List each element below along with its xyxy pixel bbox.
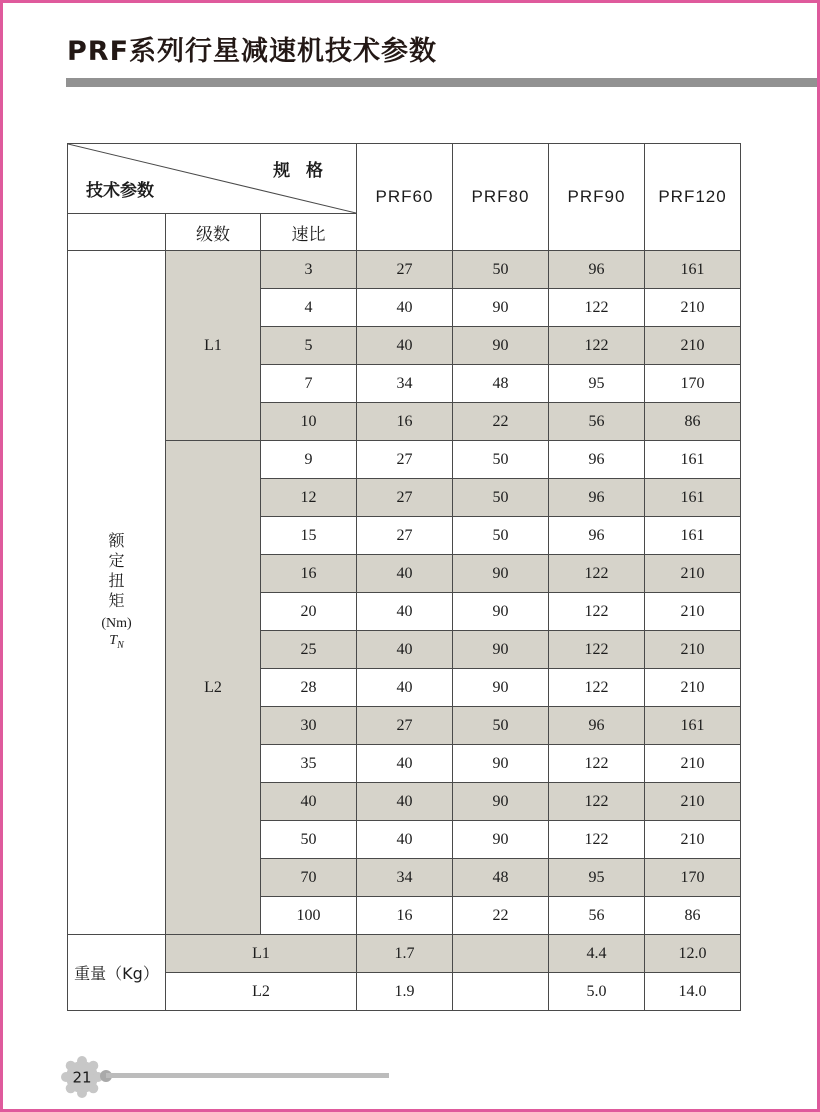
ratio-column-header: 速比 [261,214,357,251]
ratio-cell: 25 [261,631,357,669]
value-cell: 56 [549,897,645,935]
ratio-cell: 40 [261,783,357,821]
value-cell: 27 [357,707,453,745]
ratio-cell: 9 [261,441,357,479]
value-cell: 96 [549,517,645,555]
value-cell: 22 [453,403,549,441]
value-cell: 86 [645,897,741,935]
ratio-cell: 35 [261,745,357,783]
gear-page-icon [59,1054,105,1100]
value-cell: 90 [453,669,549,707]
value-cell: 56 [549,403,645,441]
value-cell: 122 [549,289,645,327]
value-cell: 50 [453,707,549,745]
value-cell: 40 [357,593,453,631]
value-cell: 122 [549,555,645,593]
value-cell: 161 [645,707,741,745]
value-cell: 96 [549,251,645,289]
value-cell: 90 [453,783,549,821]
weight-label: 重量（Kg） [68,935,166,1011]
column-header-prf80: PRF80 [453,144,549,251]
value-cell: 50 [453,441,549,479]
value-cell: 210 [645,745,741,783]
value-cell: 90 [453,745,549,783]
ratio-cell: 5 [261,327,357,365]
value-cell: 122 [549,631,645,669]
value-cell: 96 [549,479,645,517]
value-cell: 16 [357,403,453,441]
ratio-cell: 10 [261,403,357,441]
spec-table [67,143,741,1011]
stage-cell: L1 [166,251,261,441]
value-cell: 50 [453,479,549,517]
value-cell: 122 [549,669,645,707]
spec-table-container [67,143,741,1011]
value-cell: 27 [357,479,453,517]
value-cell: 1.7 [357,935,453,973]
value-cell: 40 [357,783,453,821]
value-cell: 40 [357,631,453,669]
value-cell: 48 [453,365,549,403]
value-cell: 95 [549,859,645,897]
value-cell: 4.4 [549,935,645,973]
value-cell: 90 [453,289,549,327]
stage-column-header: 级数 [166,214,261,251]
value-cell: 210 [645,327,741,365]
value-cell: 40 [357,327,453,365]
diagonal-header-cell [68,144,357,214]
page-number: 21 [72,1068,92,1087]
ratio-cell: 30 [261,707,357,745]
value-cell: 40 [357,289,453,327]
value-cell: 95 [549,365,645,403]
value-cell: 48 [453,859,549,897]
value-cell: 170 [645,859,741,897]
title-underline-bar [66,78,817,87]
table-row [68,935,741,973]
value-cell: 5.0 [549,973,645,1011]
value-cell: 96 [549,441,645,479]
table-row [68,973,741,1011]
rated-torque-label-text: 额 定 扭 矩 (Nm) $T_N$ [101,531,132,651]
ratio-cell: 20 [261,593,357,631]
ratio-cell: 70 [261,859,357,897]
page-title: PRF系列行星减速机技术参数 [67,36,438,67]
value-cell: 90 [453,631,549,669]
value-cell: 122 [549,327,645,365]
value-cell: 86 [645,403,741,441]
ratio-cell: 16 [261,555,357,593]
value-cell: 40 [357,555,453,593]
value-cell: 210 [645,593,741,631]
value-cell: 122 [549,593,645,631]
value-cell: 210 [645,783,741,821]
stage-cell: L2 [166,441,261,935]
value-cell: 1.9 [357,973,453,1011]
value-cell: 16 [357,897,453,935]
value-cell: 96 [549,707,645,745]
value-cell: 34 [357,859,453,897]
value-cell: 34 [357,365,453,403]
value-cell: 27 [357,441,453,479]
value-cell: 40 [357,821,453,859]
value-cell: 90 [453,327,549,365]
column-header-prf120: PRF120 [645,144,741,251]
value-cell: 210 [645,631,741,669]
value-cell: 90 [453,821,549,859]
header-row-1 [68,144,741,214]
footer-decorative-line [106,1073,389,1078]
value-cell: 210 [645,289,741,327]
value-cell: 90 [453,555,549,593]
column-header-prf60: PRF60 [357,144,453,251]
ratio-cell: 3 [261,251,357,289]
ratio-cell: 50 [261,821,357,859]
value-cell: 210 [645,555,741,593]
value-cell: 50 [453,251,549,289]
value-cell: 22 [453,897,549,935]
value-cell: 210 [645,669,741,707]
value-cell: 170 [645,365,741,403]
value-cell: 27 [357,517,453,555]
value-cell: 161 [645,441,741,479]
weight-stage-cell: L1 [166,935,357,973]
rated-torque-label [68,251,166,935]
value-cell: 210 [645,821,741,859]
value-cell: 50 [453,517,549,555]
value-cell: 40 [357,669,453,707]
value-cell: 40 [357,745,453,783]
tech-params-corner-label: 技术参数 [86,181,154,201]
column-header-prf90: PRF90 [549,144,645,251]
value-cell: 122 [549,783,645,821]
ratio-cell: 12 [261,479,357,517]
weight-stage-cell: L2 [166,973,357,1011]
value-cell: 161 [645,517,741,555]
spec-table-body [68,251,741,1011]
ratio-cell: 4 [261,289,357,327]
value-cell [453,935,549,973]
value-cell: 14.0 [645,973,741,1011]
value-cell: 161 [645,479,741,517]
value-cell: 12.0 [645,935,741,973]
value-cell: 122 [549,745,645,783]
value-cell: 90 [453,593,549,631]
table-row [68,441,741,479]
blank-header-cell [68,214,166,251]
value-cell: 122 [549,821,645,859]
value-cell: 161 [645,251,741,289]
table-row [68,251,741,289]
ratio-cell: 7 [261,365,357,403]
ratio-cell: 28 [261,669,357,707]
ratio-cell: 15 [261,517,357,555]
value-cell: 27 [357,251,453,289]
ratio-cell: 100 [261,897,357,935]
spec-corner-label: 规 格 [273,161,329,181]
value-cell [453,973,549,1011]
